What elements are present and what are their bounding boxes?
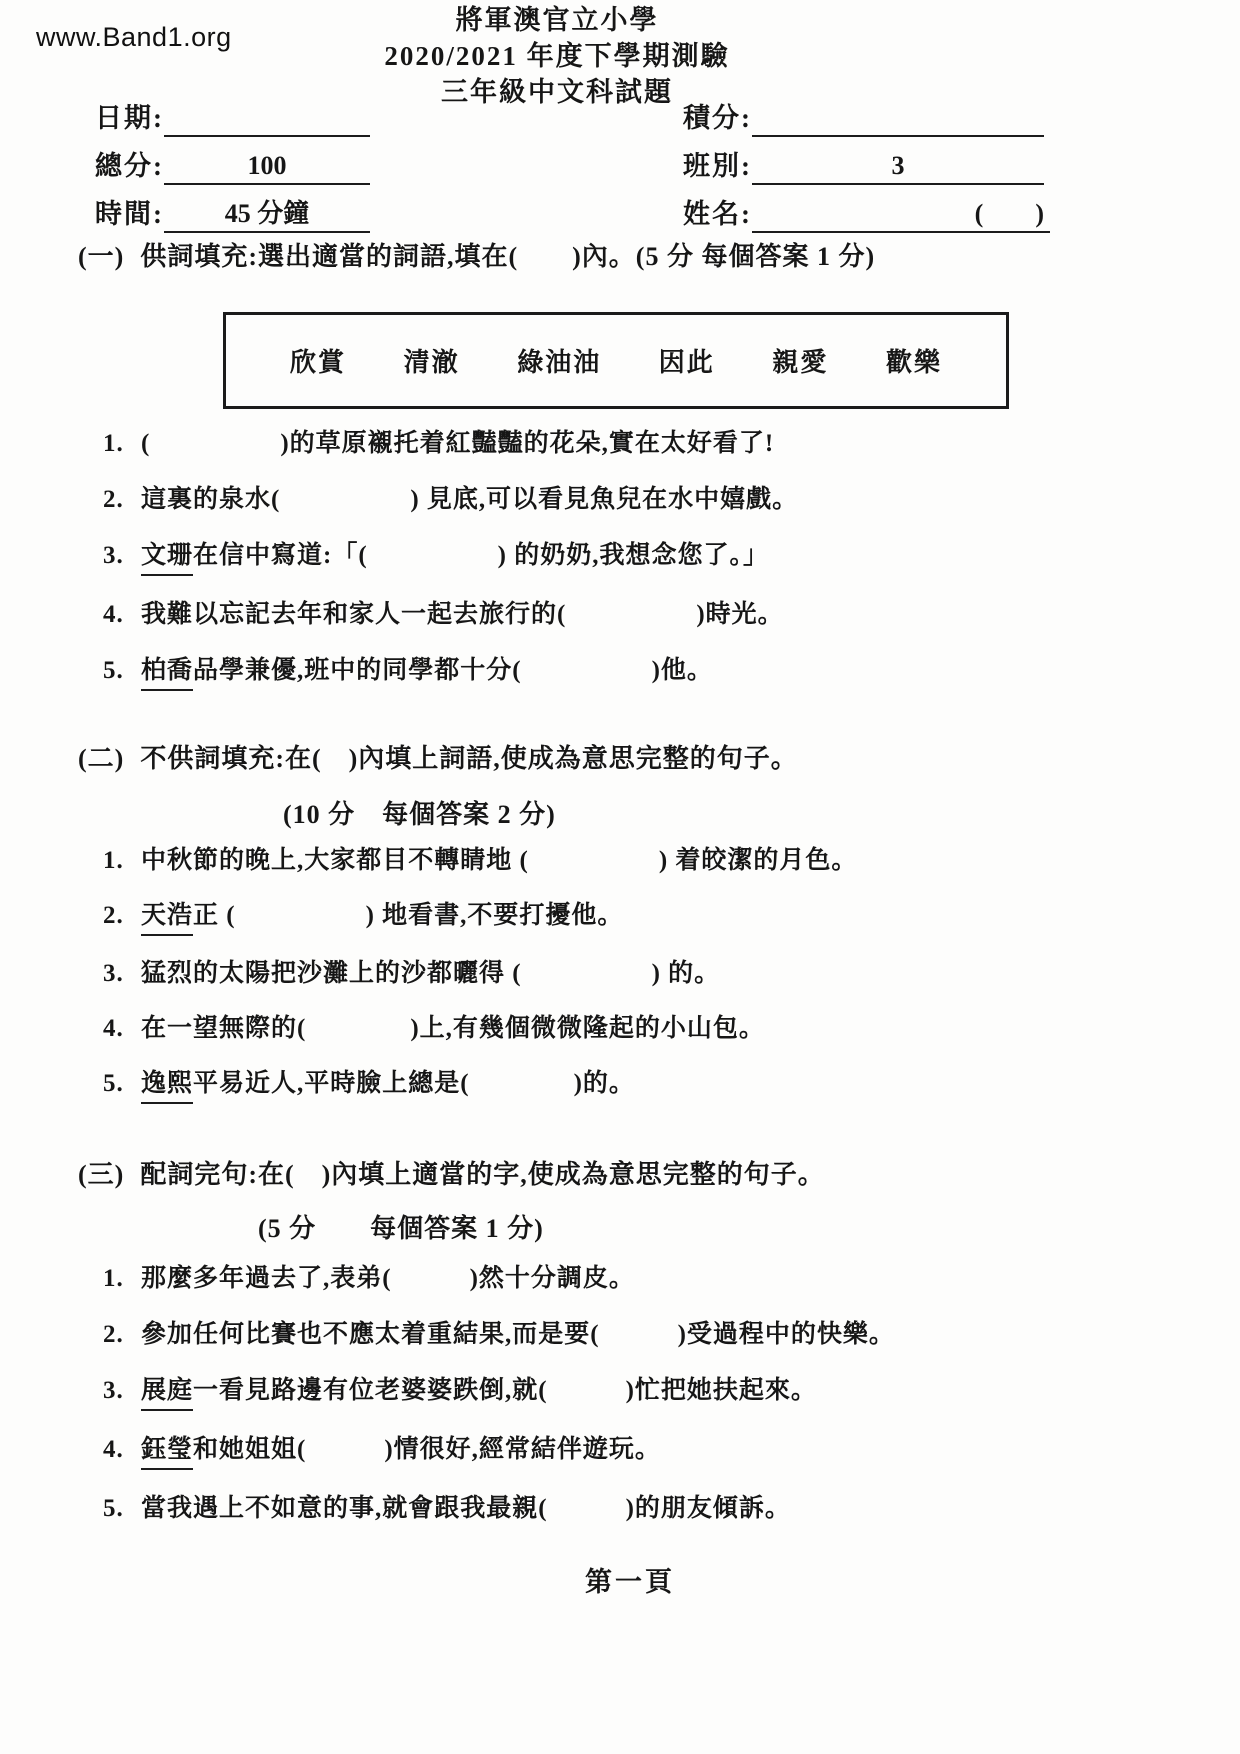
section-2 bbox=[0, 742, 1240, 1125]
question-number: 5. bbox=[103, 657, 124, 684]
question-text: 猛烈的太陽把沙灘上的沙都曬得 ( ) 的。 bbox=[141, 960, 721, 987]
school-name: 將軍澳官立小學 bbox=[455, 5, 659, 35]
marks-label: 積分: bbox=[683, 103, 752, 133]
underlined-name: 天浩 bbox=[141, 899, 193, 936]
underlined-name: 逸熙 bbox=[141, 1067, 193, 1104]
marks-field bbox=[683, 96, 1044, 137]
section-1-label: (一) bbox=[78, 242, 125, 271]
section-2-items bbox=[0, 844, 1240, 1104]
question-number: 3. bbox=[103, 1377, 124, 1404]
page-number: 第一頁 bbox=[585, 1567, 675, 1597]
total-score-value: 100 bbox=[164, 149, 370, 185]
question-number: 5. bbox=[103, 1495, 124, 1522]
name-blank-line: ( ) bbox=[752, 197, 1050, 233]
time-field bbox=[95, 192, 370, 233]
question-text: 中秋節的晚上,大家都目不轉睛地 ( ) 着皎潔的月色。 bbox=[141, 847, 858, 874]
question-number: 3. bbox=[103, 960, 124, 987]
word-bank-word: 親愛 bbox=[772, 348, 829, 377]
section-1-items bbox=[0, 427, 1240, 691]
question-text: 在信中寫道:「( ) 的奶奶,我想念您了。」 bbox=[193, 542, 769, 569]
question-number: 1. bbox=[103, 847, 124, 874]
section-3-title: 配詞完句:在( )內填上適當的字,使成為意思完整的句子。 bbox=[140, 1160, 825, 1189]
question-number: 5. bbox=[103, 1070, 124, 1097]
question-text: 正 ( ) 地看書,不要打擾他。 bbox=[193, 902, 624, 929]
underlined-name: 鈺瑩 bbox=[141, 1433, 193, 1470]
paper-title: 三年級中文科試題 bbox=[441, 77, 673, 107]
question-number: 1. bbox=[103, 430, 124, 457]
section-3-heading bbox=[0, 1158, 1240, 1192]
question-item bbox=[103, 539, 1240, 576]
question-number: 4. bbox=[103, 601, 124, 628]
exam-title: 2020/2021 年度下學期測驗 bbox=[384, 41, 730, 71]
question-item bbox=[103, 1374, 1240, 1411]
question-number: 2. bbox=[103, 902, 124, 929]
date-field bbox=[95, 96, 370, 137]
section-1-heading bbox=[0, 240, 1240, 274]
question-number: 3. bbox=[103, 542, 124, 569]
question-item bbox=[103, 1012, 1240, 1046]
question-item bbox=[103, 427, 1240, 461]
underlined-name: 文珊 bbox=[141, 539, 193, 576]
date-blank-line bbox=[164, 101, 370, 137]
watermark-url: www.Band1.org bbox=[36, 22, 232, 52]
question-text: 在一望無際的( )上,有幾個微微隆起的小山包。 bbox=[141, 1015, 765, 1042]
question-text: 和她姐姐( )情很好,經常結伴遊玩。 bbox=[193, 1436, 661, 1463]
time-value: 45 分鐘 bbox=[164, 197, 370, 233]
question-item bbox=[103, 1492, 1240, 1526]
question-item bbox=[103, 1433, 1240, 1470]
question-item bbox=[103, 899, 1240, 936]
class-field bbox=[683, 144, 1044, 185]
time-label: 時間: bbox=[95, 199, 164, 229]
question-item bbox=[103, 957, 1240, 991]
question-text: 一看見路邊有位老婆婆跌倒,就( )忙把她扶起來。 bbox=[193, 1377, 817, 1404]
word-bank-box bbox=[223, 312, 1009, 409]
total-score-label: 總分: bbox=[95, 151, 164, 181]
word-bank-word: 歡樂 bbox=[885, 348, 942, 377]
question-number: 4. bbox=[103, 1436, 124, 1463]
section-1 bbox=[0, 240, 1240, 713]
total-score-field bbox=[95, 144, 370, 185]
section-3 bbox=[0, 1158, 1240, 1548]
class-label: 班別: bbox=[683, 151, 752, 181]
paper-header bbox=[0, 2, 1114, 110]
section-2-marks-note: (10 分 每個答案 2 分) bbox=[283, 800, 556, 829]
question-text: 品學兼優,班中的同學都十分( )他。 bbox=[193, 657, 713, 684]
question-item bbox=[103, 844, 1240, 878]
question-number: 2. bbox=[103, 1321, 124, 1348]
question-number: 2. bbox=[103, 486, 124, 513]
question-text: 我難以忘記去年和家人一起去旅行的( )時光。 bbox=[141, 601, 784, 628]
question-item bbox=[103, 1262, 1240, 1296]
section-2-label: (二) bbox=[78, 744, 125, 773]
word-bank-word: 清澈 bbox=[403, 348, 460, 377]
question-text: 參加任何比賽也不應太着重結果,而是要( )受過程中的快樂。 bbox=[141, 1321, 895, 1348]
word-bank-word: 因此 bbox=[658, 348, 715, 377]
section-3-items bbox=[0, 1262, 1240, 1526]
marks-blank-line bbox=[752, 101, 1044, 137]
question-item bbox=[103, 1318, 1240, 1352]
question-text: ( )的草原襯托着紅豔豔的花朵,實在太好看了! bbox=[141, 430, 775, 457]
question-text: 平易近人,平時臉上總是( )的。 bbox=[193, 1070, 635, 1097]
question-item bbox=[103, 483, 1240, 517]
question-item bbox=[103, 598, 1240, 632]
section-1-title: 供詞填充:選出適當的詞語,填在( )內。(5 分 每個答案 1 分) bbox=[140, 242, 876, 271]
name-label: 姓名: bbox=[683, 199, 752, 229]
section-3-marks-note: (5 分 每個答案 1 分) bbox=[258, 1214, 544, 1243]
class-value: 3 bbox=[752, 149, 1044, 185]
word-bank-word: 綠油油 bbox=[517, 348, 602, 377]
question-text: 這裏的泉水( ) 見底,可以看見魚兒在水中嬉戲。 bbox=[141, 486, 799, 513]
name-field bbox=[683, 192, 1050, 233]
question-text: 那麼多年過去了,表弟( )然十分調皮。 bbox=[141, 1265, 635, 1292]
word-bank-word: 欣賞 bbox=[290, 348, 347, 377]
question-number: 4. bbox=[103, 1015, 124, 1042]
section-2-heading bbox=[0, 742, 1240, 776]
question-item bbox=[103, 1067, 1240, 1104]
date-label: 日期: bbox=[95, 103, 164, 133]
section-2-title: 不供詞填充:在( )內填上詞語,使成為意思完整的句子。 bbox=[140, 744, 798, 773]
question-item bbox=[103, 654, 1240, 691]
question-number: 1. bbox=[103, 1265, 124, 1292]
underlined-name: 柏喬 bbox=[141, 654, 193, 691]
underlined-name: 展庭 bbox=[141, 1374, 193, 1411]
question-text: 當我遇上不如意的事,就會跟我最親( )的朋友傾訴。 bbox=[141, 1495, 791, 1522]
section-3-label: (三) bbox=[78, 1160, 125, 1189]
